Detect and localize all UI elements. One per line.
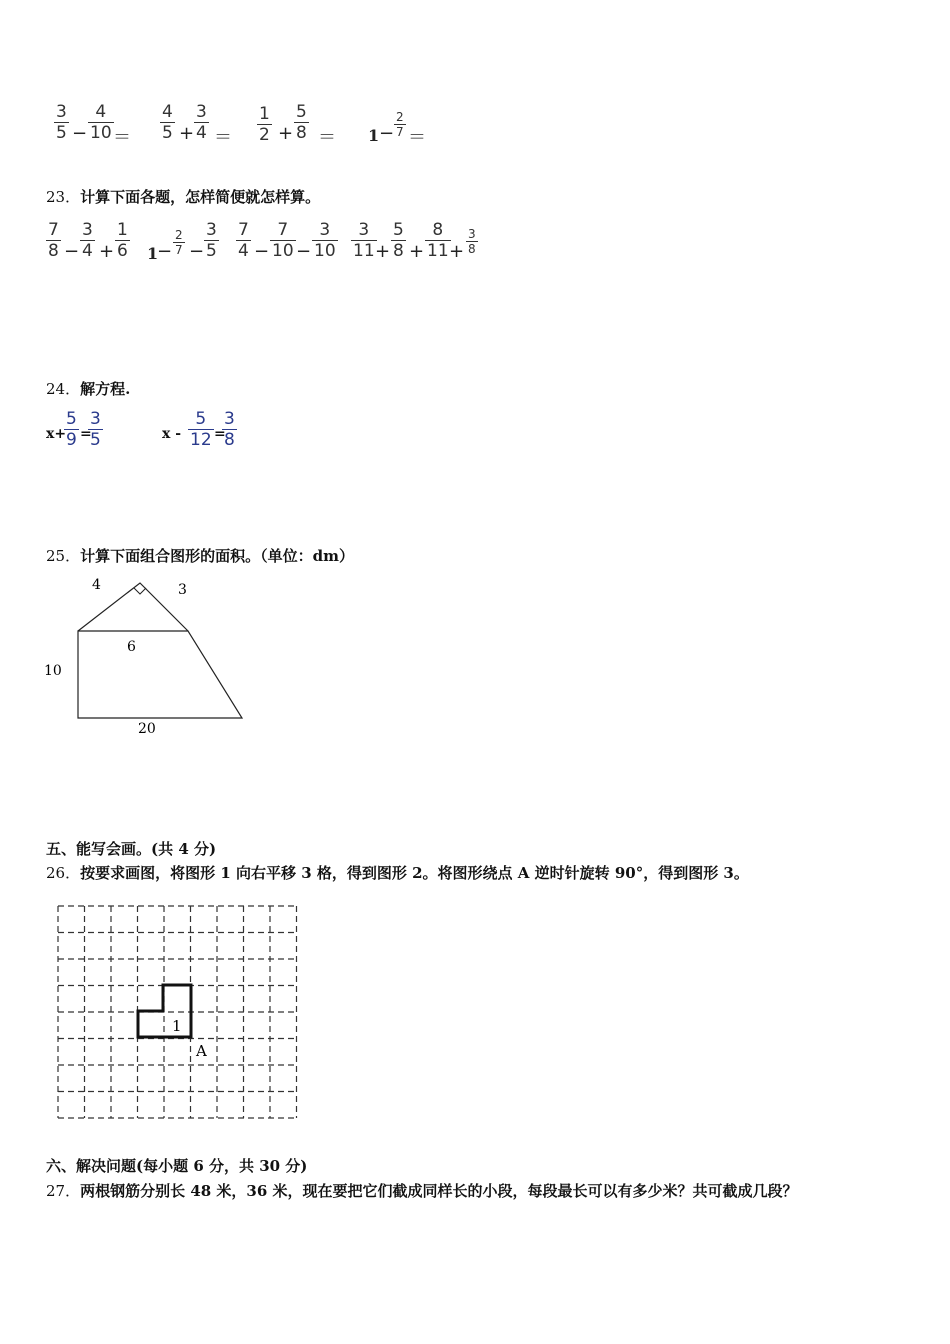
fraction: 3 11 [353,220,375,261]
fraction: 2 7 [396,110,404,139]
plus-sign: + [179,123,195,144]
minus-sign: − [72,123,88,144]
minus-sign: − [189,241,205,262]
minus-sign: − [157,241,173,262]
fraction: 2 7 [175,228,183,257]
plus-sign: + [99,241,115,262]
fraction: 3 8 [224,409,235,450]
fraction: 1 6 [117,220,128,261]
label-height: 10 [44,663,62,679]
fraction: 3 5 [56,102,67,143]
label-left-slant: 4 [92,577,101,593]
equation-variable: x+ [46,426,67,442]
fraction: 5 8 [296,102,307,143]
dashed-grid [58,906,297,1118]
question-25: 25．计算下面组合图形的面积。（单位：dm） [46,547,354,565]
fraction: 3 8 [468,227,476,256]
equals-sign: = [214,426,226,442]
plus-sign: + [375,241,391,262]
equation-variable: x - [162,426,182,442]
fraction: 1 2 [259,104,270,145]
fraction: 7 8 [48,220,59,261]
composite-figure [30,570,260,740]
fraction: 5 9 [66,409,77,450]
fraction: 7 4 [238,220,249,261]
minus-sign: − [64,241,80,262]
fraction: 7 10 [272,220,294,261]
point-a-label: A [196,1042,207,1060]
question-23: 23．计算下面各题，怎样简便就怎样算。 [46,188,321,206]
fraction: 3 5 [90,409,101,450]
equals-sign: ＝ [318,127,336,148]
plus-sign: + [278,123,294,144]
equals-sign: ＝ [214,127,232,148]
fraction: 4 5 [162,102,173,143]
trapezoid-body [78,631,242,718]
question-26: 26．按要求画图，将图形 1 向右平移 3 格，得到图形 2。将图形绕点 A 逆时针旋转 90°，得到图形 3。 [46,864,749,882]
label-mid: 6 [127,639,136,655]
right-angle-mark [134,588,146,594]
question-24: 24．解方程. [46,380,131,398]
figure-1-label: 1 [172,1017,182,1035]
label-base: 20 [138,721,156,737]
minus-sign: − [379,123,395,144]
equals-sign: ＝ [113,127,131,148]
minus-sign: − [296,241,312,262]
question-27: 27．两根钢筋分别长 48 米，36 米，现在要把它们截成同样长的小段，每段最长可以有多少米？共可截成几段？ [46,1182,798,1200]
label-right-slant: 3 [178,582,187,598]
number-one: 1 [147,244,159,263]
fraction: 3 4 [82,220,93,261]
fraction: 3 10 [314,220,336,261]
fraction: 5 12 [190,409,212,450]
fraction: 4 10 [90,102,112,143]
plus-sign: + [449,241,465,262]
minus-sign: − [254,241,270,262]
equals-sign: ＝ [408,127,426,148]
fraction: 3 5 [206,220,217,261]
fraction: 3 4 [196,102,207,143]
section-5-title: 五、能写会画。(共 4 分) [46,840,217,858]
grid-figure [52,900,304,1122]
number-one: 1 [368,126,380,145]
fraction: 5 8 [393,220,404,261]
fraction: 8 11 [427,220,449,261]
section-6-title: 六、解决问题(每小题 6 分，共 30 分) [46,1157,308,1175]
equals-sign: = [80,426,92,442]
plus-sign: + [409,241,425,262]
